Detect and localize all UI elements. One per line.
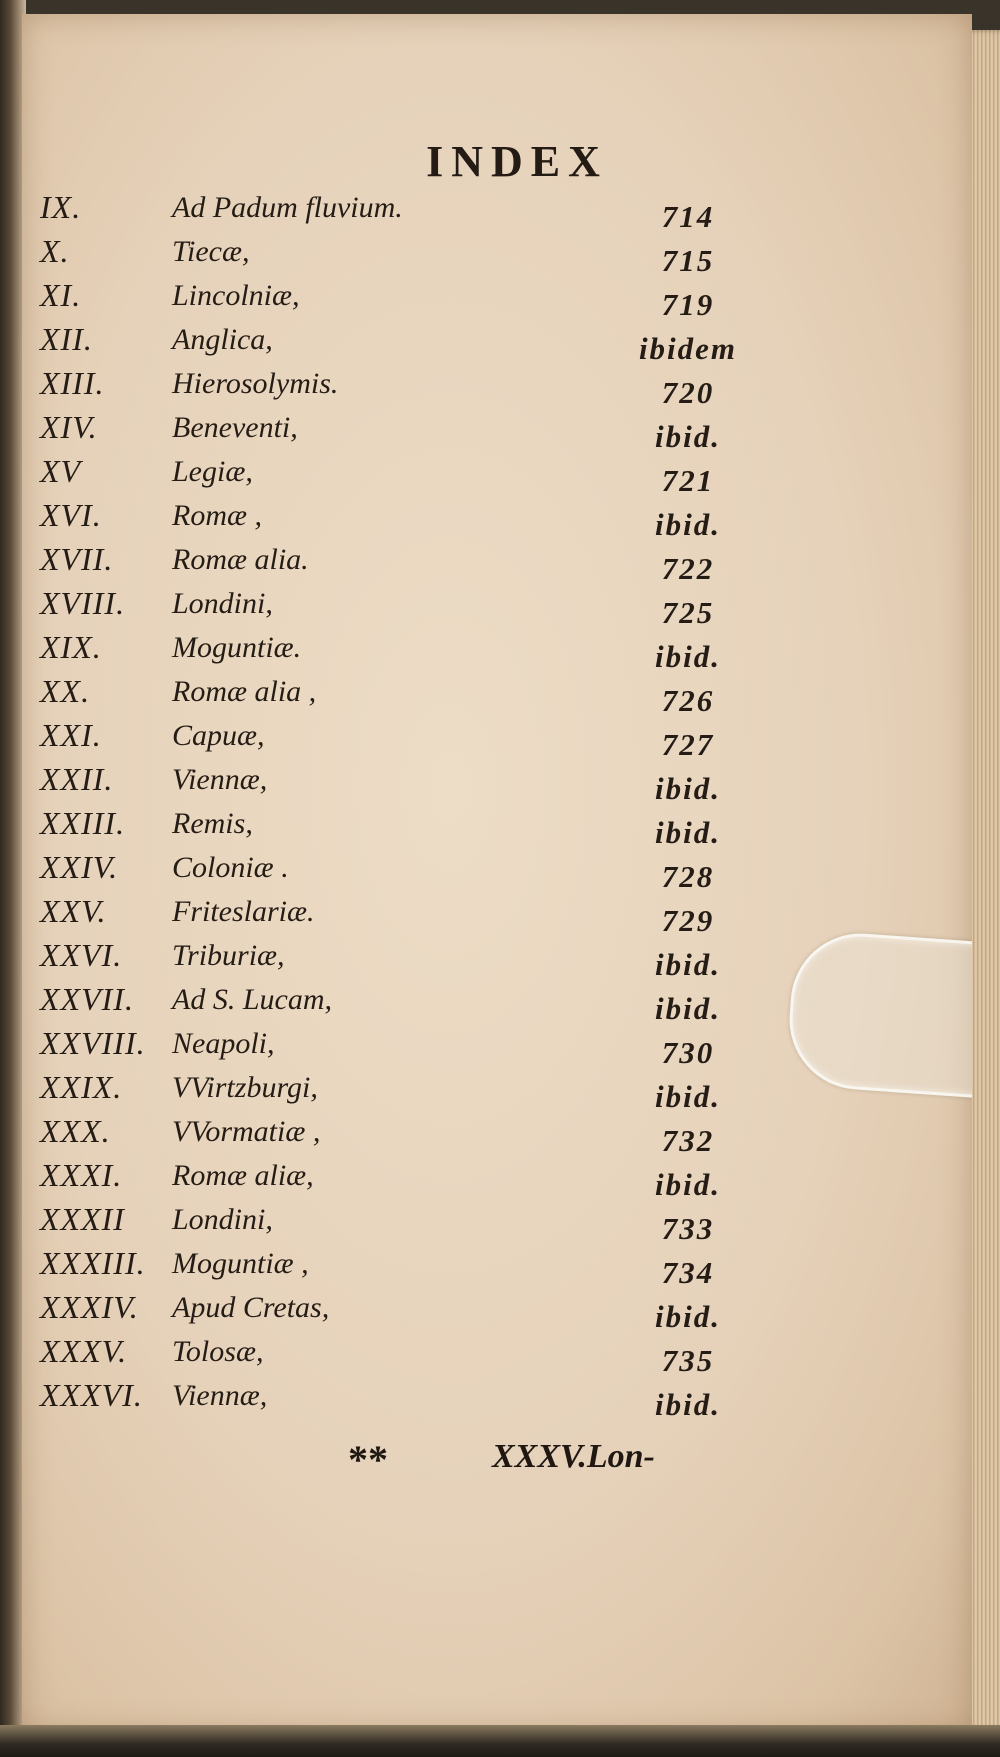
entry-page: ibid.: [655, 507, 721, 542]
entry-number: XXV.: [40, 893, 107, 929]
index-entry: [22, 453, 972, 497]
entry-number: XXVI.: [40, 937, 123, 973]
index-entry: [22, 541, 972, 585]
entry-number: XXXI.: [40, 1157, 123, 1193]
entry-number: XXXII: [40, 1201, 125, 1237]
entry-page: ibid.: [655, 639, 721, 674]
entry-number: IX.: [40, 189, 82, 225]
entry-place: Romæ alia.: [172, 543, 309, 576]
entry-place: Tolosæ,: [172, 1335, 264, 1368]
entry-place: VVormatiæ ,: [172, 1115, 321, 1148]
entry-number: XIX.: [40, 629, 102, 665]
entry-page: 720: [661, 375, 715, 410]
entry-page: ibid.: [655, 771, 721, 806]
entry-number: XXXVI.: [40, 1377, 143, 1413]
entry-page: ibid.: [655, 815, 721, 850]
entry-page: 722: [661, 551, 715, 586]
book-page: [22, 14, 972, 1732]
entry-place: Moguntiæ ,: [172, 1247, 309, 1280]
entry-number: XI.: [40, 277, 82, 313]
index-entry: [22, 497, 972, 541]
index-entry: [22, 717, 972, 761]
entry-place: Romæ ,: [172, 499, 262, 532]
entry-page: ibid.: [655, 991, 721, 1026]
index-entry: [22, 409, 972, 453]
index-entry: [22, 893, 972, 937]
entry-number: XXXIV.: [40, 1289, 139, 1325]
index-entry: [22, 805, 972, 849]
entry-place: Tiecæ,: [172, 235, 250, 268]
entry-place: Londini,: [172, 1203, 273, 1236]
entry-place: Hierosolymis.: [172, 367, 339, 400]
entry-page: ibid.: [655, 1167, 721, 1202]
entry-page: 725: [661, 595, 715, 630]
signature-mark: **: [348, 1437, 388, 1482]
entry-page: ibid.: [655, 947, 721, 982]
entry-place: Moguntiæ.: [172, 631, 302, 664]
index-entry: [22, 1377, 972, 1421]
entry-place: Beneventi,: [172, 411, 298, 444]
index-entry: [22, 761, 972, 805]
entry-place: Viennæ,: [172, 1379, 268, 1412]
entry-number: XIV.: [40, 409, 98, 445]
entry-page: 734: [661, 1255, 715, 1290]
index-entry: [22, 1289, 972, 1333]
entry-place: Remis,: [172, 807, 253, 840]
entry-number: XX.: [40, 673, 91, 709]
entry-number: XXVIII.: [40, 1025, 146, 1061]
entry-place: Ad Padum fluvium.: [172, 191, 403, 224]
entry-number: XXXV.: [40, 1333, 128, 1369]
entry-number: XXX.: [40, 1113, 111, 1149]
index-entry: [22, 189, 972, 233]
index-entry: [22, 1113, 972, 1157]
entry-place: Anglica,: [172, 323, 273, 356]
entry-page: 715: [661, 243, 715, 278]
entry-page: ibid.: [655, 419, 721, 454]
entry-page: 727: [661, 727, 715, 762]
index-entry: [22, 233, 972, 277]
entry-number: XXVII.: [40, 981, 134, 1017]
page-heading: INDEX: [426, 137, 608, 186]
entry-page: 721: [661, 463, 715, 498]
entry-place: Coloniæ .: [172, 851, 289, 884]
entry-place: VVirtzburgi,: [172, 1071, 318, 1104]
entry-page: 714: [661, 199, 715, 234]
entry-number: XXIII.: [40, 805, 126, 841]
entry-place: Triburiæ,: [172, 939, 285, 972]
entry-number: XXXIII.: [40, 1245, 146, 1281]
entry-number: XXII.: [40, 761, 114, 797]
entry-place: Neapoli,: [172, 1027, 275, 1060]
index-entry: [22, 365, 972, 409]
entry-place: Londini,: [172, 587, 273, 620]
index-entry: [22, 849, 972, 893]
entry-place: Lincolniæ,: [172, 279, 300, 312]
index-entry: [22, 1245, 972, 1289]
index-entry: [22, 673, 972, 717]
entry-page: 729: [661, 903, 715, 938]
entry-place: Friteslariæ.: [172, 895, 315, 928]
entry-number: XXI.: [40, 717, 102, 753]
entry-number: XV: [40, 453, 82, 489]
entry-page: ibidem: [638, 331, 738, 366]
index-entry: [22, 585, 972, 629]
entry-number: X.: [40, 233, 70, 269]
entry-number: XXIX.: [40, 1069, 123, 1105]
entry-place: Ad S. Lucam,: [172, 983, 332, 1016]
book-cover-bottom: [0, 1725, 1000, 1757]
entry-page: 719: [661, 287, 715, 322]
entry-place: Romæ aliæ,: [172, 1159, 314, 1192]
index-entry: [22, 277, 972, 321]
entry-place: Apud Cretas,: [172, 1291, 330, 1324]
entry-number: XXIV.: [40, 849, 119, 885]
entry-number: XII.: [40, 321, 93, 357]
index-entry: [22, 321, 972, 365]
index-entry: [22, 1157, 972, 1201]
entry-page: ibid.: [655, 1079, 721, 1114]
entry-place: Capuæ,: [172, 719, 265, 752]
entry-page: 733: [661, 1211, 715, 1246]
entry-number: XVII.: [40, 541, 114, 577]
entry-page: 735: [661, 1343, 715, 1378]
index-entry: [22, 1333, 972, 1377]
entry-page: 726: [661, 683, 715, 718]
entry-page: ibid.: [655, 1387, 721, 1422]
entry-number: XIII.: [40, 365, 105, 401]
catchword: XXXV.Lon-: [492, 1438, 655, 1475]
entry-page: ibid.: [655, 1299, 721, 1334]
entry-page: 728: [661, 859, 715, 894]
index-entry: [22, 629, 972, 673]
entry-place: Romæ alia ,: [172, 675, 317, 708]
entry-place: Legiæ,: [172, 455, 253, 488]
entry-page: 732: [661, 1123, 715, 1158]
index-entry: [22, 1201, 972, 1245]
entry-page: 730: [661, 1035, 715, 1070]
entry-number: XVI.: [40, 497, 102, 533]
entry-number: XVIII.: [40, 585, 126, 621]
entry-place: Viennæ,: [172, 763, 268, 796]
